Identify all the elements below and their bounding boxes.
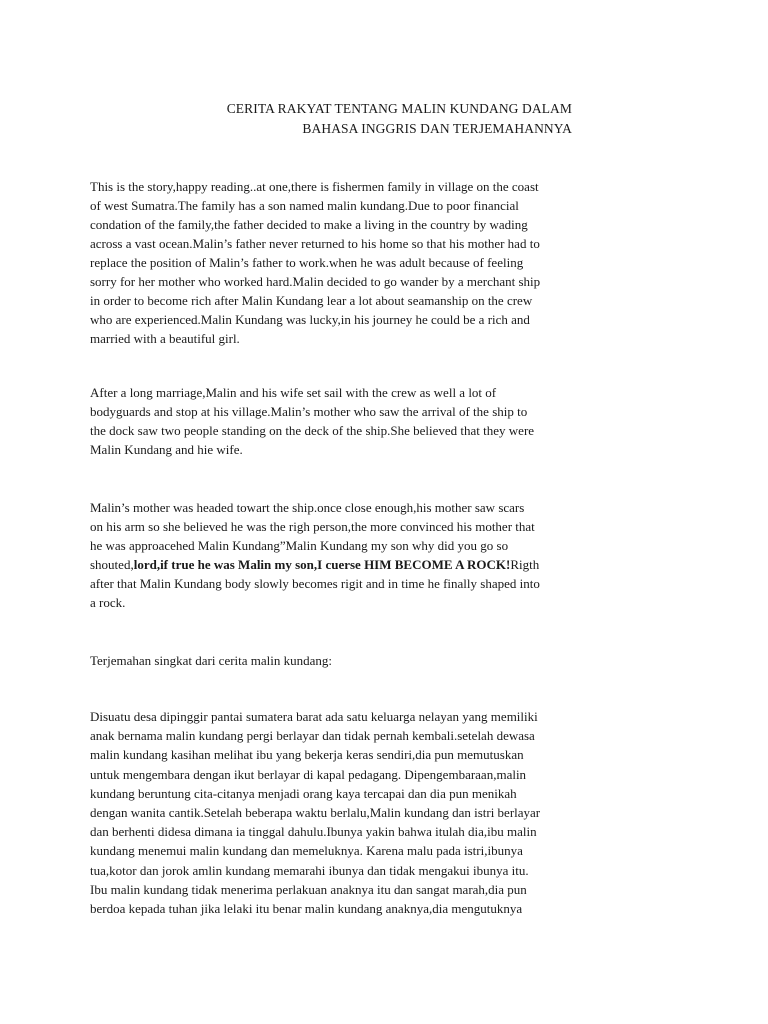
- paragraph-return-home: [90, 383, 572, 459]
- paragraph-translation: [90, 707, 572, 918]
- text-line: After a long marriage,Malin and his wife set sail with the crew as well a lot of: [90, 385, 497, 400]
- text-line: dengan wanita cantik.Setelah beberapa waktu berlalu,Malin kundang dan istri berlayar: [90, 805, 541, 821]
- text-line: Malin’s mother was headed towart the ship.once close enough,his mother saw scars: [90, 500, 525, 515]
- bold-curse-quote: lord,if true he was Malin my son,I cuerse HIM BECOME A ROCK!: [133, 557, 511, 572]
- text-line: who are experienced.Malin Kundang was lucky,in his journey he could be a rich and: [90, 312, 530, 327]
- text-line: bodyguards and stop at his village.Malin’s mother who saw the arrival of the ship to: [90, 404, 528, 419]
- text-line: This is the story,happy reading..at one,there is fishermen family in village on the coast: [90, 179, 539, 194]
- text-line: Ibu malin kundang tidak menerima perlakuan anaknya itu dan sangat marah,dia pun: [90, 881, 527, 897]
- text-line: Disuatu desa dipinggir pantai sumatera barat ada satu keluarga nelayan yang memiliki: [90, 709, 538, 724]
- text-line-with-bold: [90, 555, 572, 574]
- text-line: malin kundang kasihan melihat ibu yang bekerja keras sendiri,dia pun memutuskan: [90, 747, 524, 763]
- text-line: sorry for her mother who worked hard.Malin decided to go wander by a merchant ship: [90, 274, 541, 289]
- text-line: a rock.: [90, 595, 126, 610]
- text-line: anak bernama malin kundang pergi berlayar dan tidak pernah kembali.setelah dewasa: [90, 728, 535, 744]
- text-line: dan berhenti didesa dimana ia tinggal dahulu.Ibunya yakin bahwa itulah dia,ibu malin: [90, 824, 537, 840]
- text-line: the dock saw two people standing on the deck of the ship.She believed that they were: [90, 423, 535, 438]
- text-line: kundang beruntung cita-citanya menjadi orang kaya tercapai dan dia pun menikah: [90, 785, 517, 801]
- text-line: replace the position of Malin’s father to work.when he was adult because of feeling: [90, 255, 524, 270]
- title-line-1: CERITA RAKYAT TENTANG MALIN KUNDANG DALAM: [226, 101, 572, 116]
- text-line: on his arm so she believed he was the righ person,the more convinced his mother that: [90, 519, 535, 534]
- text-line: untuk mengembara dengan ikut berlayar di kapal pedagang. Dipengembaraan,malin: [90, 766, 527, 782]
- text-line: condation of the family,the father decided to make a living in the country by wading: [90, 217, 528, 232]
- paragraph-story-intro: [90, 177, 572, 348]
- document-title: [180, 99, 572, 139]
- text-line: in order to become rich after Malin Kundang lear a lot about seamanship on the crew: [90, 293, 533, 308]
- text-line: berdoa kepada tuhan jika lelaki itu benar malin kundang anaknya,dia mengutuknya: [90, 901, 523, 917]
- text-line: Terjemahan singkat dari cerita malin kundang:: [90, 653, 333, 668]
- text-line: he was approacehed Malin Kundang”Malin Kundang my son why did you go so: [90, 538, 509, 553]
- text-line: across a vast ocean.Malin’s father never returned to his home so that his mother had to: [90, 236, 540, 251]
- translation-heading: [90, 651, 572, 670]
- paragraph-curse: [90, 498, 572, 612]
- text-line: married with a beautiful girl.: [90, 331, 240, 346]
- text-line: of west Sumatra.The family has a son named malin kundang.Due to poor financial: [90, 198, 519, 213]
- text-run: Rigth: [510, 557, 540, 572]
- text-line: kundang menemui malin kundang dan memeluknya. Karena malu pada istri,ibunya: [90, 843, 523, 859]
- text-line: Malin Kundang and hie wife.: [90, 442, 243, 457]
- text-line: tua,kotor dan jorok amlin kundang memarahi ibunya dan tidak mengakui ibunya itu.: [90, 862, 529, 878]
- title-line-2: BAHASA INGGRIS DAN TERJEMAHANNYA: [302, 121, 572, 136]
- text-line: after that Malin Kundang body slowly becomes rigit and in time he finally shaped into: [90, 576, 540, 591]
- text-run: shouted,: [90, 557, 134, 572]
